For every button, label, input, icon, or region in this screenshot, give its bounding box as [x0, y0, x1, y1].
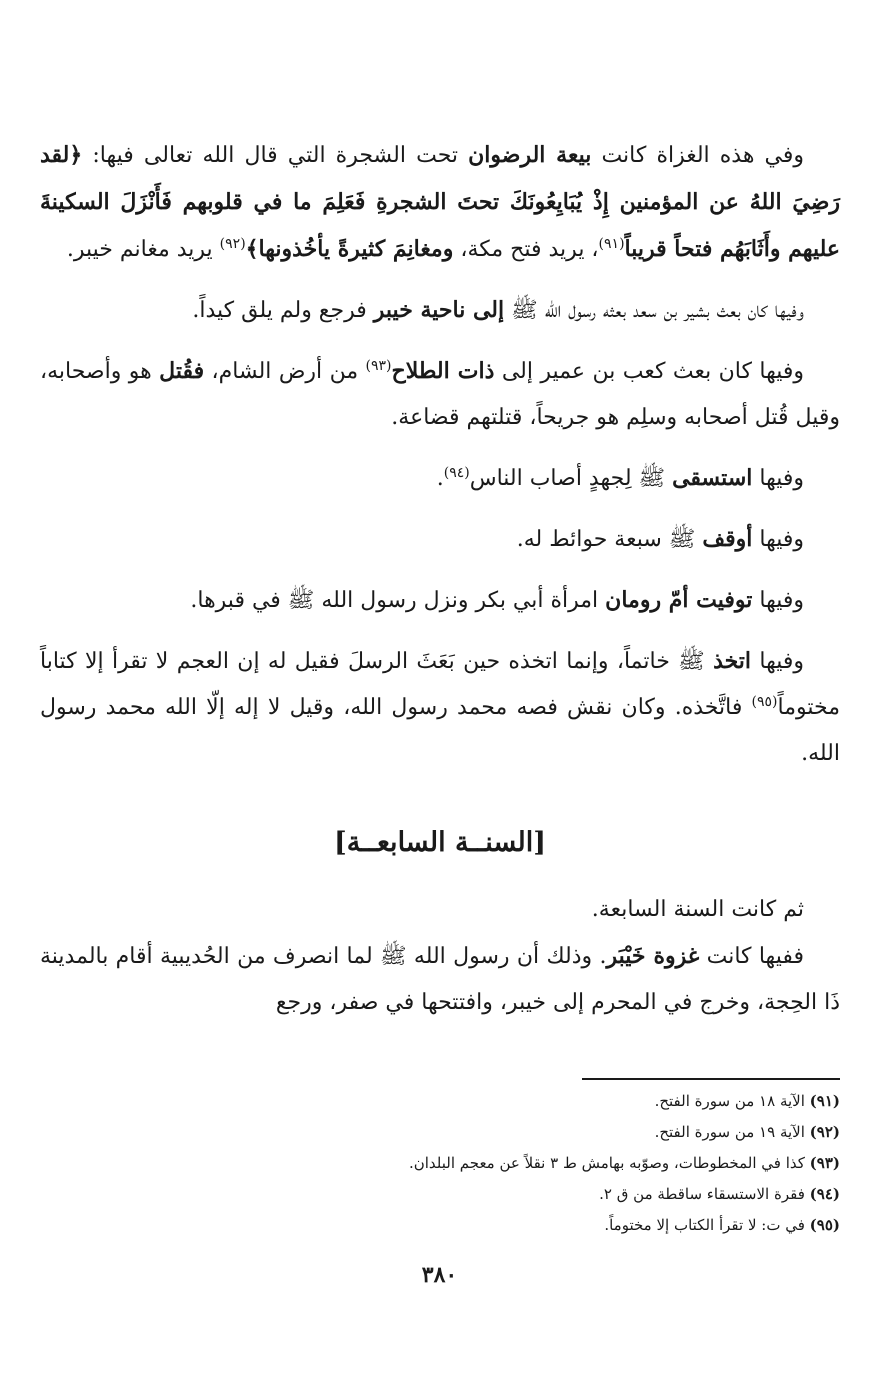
paragraph-khaybar	[40, 933, 840, 1026]
footnote-number: (٩٢)	[809, 1123, 840, 1141]
text: ﷺ لِجهدٍ أصاب الناس	[469, 466, 673, 491]
footnote-ref[interactable]: (٩٣)	[365, 358, 392, 374]
footnote-ref[interactable]: (٩٥)	[751, 694, 778, 710]
bold-term: توفيت أمّ رومان	[605, 587, 753, 613]
footnote-number: (٩٤)	[809, 1185, 840, 1203]
text: ﷺ خاتماً، وإنما اتخذه حين بَعَثَ الرسلَ فقيل له إن العجم لا تقرأ إلا كتاباً مختوماً	[40, 649, 840, 720]
text: وفيها	[752, 466, 804, 491]
bold-term: غزوة خَيْبَر	[606, 943, 700, 969]
footnote-93	[40, 1148, 840, 1179]
footnote-number: (٩٣)	[809, 1154, 840, 1172]
text: ، يريد فتح مكة،	[453, 237, 599, 262]
text: فرجع ولم يلق كيداً.	[192, 298, 374, 323]
text: وفيها كان بعث كعب بن عمير إلى	[494, 359, 804, 384]
paragraph-khatam	[40, 638, 840, 777]
footnote-text: كذا في المخطوطات، وصوّبه بهامش ط ٣ نقلاً عن معجم البلدان.	[408, 1154, 810, 1172]
bold-term: فقُتل	[159, 358, 205, 384]
footnote-text: في ت: لا تقرأ الكتاب إلا مختوماً.	[604, 1216, 810, 1234]
text: يريد مغانم خيبر.	[66, 237, 220, 262]
paragraph-year-seven	[40, 887, 840, 933]
footnote-ref[interactable]: (٩١)	[598, 236, 625, 252]
page-number: ٣٨٠	[421, 1262, 458, 1288]
footnote-92	[40, 1117, 840, 1148]
text: . وذلك أن رسول الله ﷺ لما انصرف من الحُديبية أقام بالمدينة ذَا الحِجة، وخرج في المحرم إلى خيبر، وافتتحها في صفر، ورجع	[40, 944, 840, 1015]
paragraph-istisqa	[40, 455, 840, 502]
paragraph-bashir	[40, 287, 840, 334]
text: من أرض الشام،	[204, 359, 366, 384]
bold-term: استسقى	[672, 465, 753, 491]
footnotes-section	[40, 1078, 840, 1241]
text: وفيها	[752, 588, 804, 613]
text: .	[436, 466, 444, 491]
page-body	[40, 132, 840, 1026]
paragraph-awqaf	[40, 516, 840, 563]
section-heading: [السنــة السابعــة]	[333, 827, 547, 858]
footnote-94	[40, 1179, 840, 1210]
quran-verse: ومغانِمَ كثيرةً يأخُذونها﴾	[245, 236, 454, 262]
paragraph-umm-ruman	[40, 577, 840, 624]
footnote-text: الآية ١٩ من سورة الفتح.	[654, 1123, 810, 1141]
footnote-number: (٩٥)	[809, 1216, 840, 1234]
footnote-ref[interactable]: (٩٤)	[443, 465, 470, 481]
footnote-91	[40, 1086, 840, 1117]
footnote-text: الآية ١٨ من سورة الفتح.	[654, 1092, 810, 1110]
bold-term: اتخذ	[713, 648, 752, 674]
quran-verse: ﴿لقد رَضِيَ اللهُ عن المؤمنين إِذْ يُبَايِعُونَكَ تحتَ الشجرةِ فَعَلِمَ ما في قلوبهم فَأَنْزَلَ السكينةَ عليهم وأَثَابَهُم فتحاً قريباً	[40, 142, 840, 262]
text: وفي هذه الغزاة كانت	[591, 143, 805, 168]
text: تحت الشجرة التي قال الله تعالى فيها:	[92, 143, 469, 168]
text: فاتَّخذه. وكان نقش فصه محمد رسول الله، وقيل لا إله إلّا الله محمد رسول الله.	[40, 695, 840, 766]
text: وفيها	[751, 649, 805, 674]
text: ثم كانت السنة السابعة.	[591, 897, 804, 922]
text: وفيها كان بعث بشير بن سعد بعثه رسول الله ﷺ	[504, 298, 804, 323]
text: ففيها كانت	[699, 944, 804, 969]
footnote-ref[interactable]: (٩٢)	[219, 236, 246, 252]
footnote-text: فقرة الاستسقاء ساقطة من ق ٢.	[599, 1185, 810, 1203]
paragraph-kaab	[40, 348, 840, 441]
footnote-95	[40, 1210, 840, 1241]
paragraph-bayat-ridwan	[40, 132, 840, 273]
bold-term: أوقف	[702, 526, 753, 552]
text: امرأة أبي بكر ونزل رسول الله ﷺ في قبرها.	[190, 588, 606, 613]
text: وفيها	[752, 527, 804, 552]
text: هو وأصحابه، وقيل قُتل أصحابه وسلِم هو جريحاً، قتلتهم قضاعة.	[40, 359, 840, 430]
bold-term: بيعة الرضوان	[468, 142, 592, 168]
bold-term: ذات الطلاح	[391, 358, 495, 384]
bold-term: إلى ناحية خيبر	[373, 297, 505, 323]
text: ﷺ سبعة حوائط له.	[516, 527, 703, 552]
footnote-number: (٩١)	[809, 1092, 840, 1110]
footnote-divider	[582, 1078, 840, 1080]
